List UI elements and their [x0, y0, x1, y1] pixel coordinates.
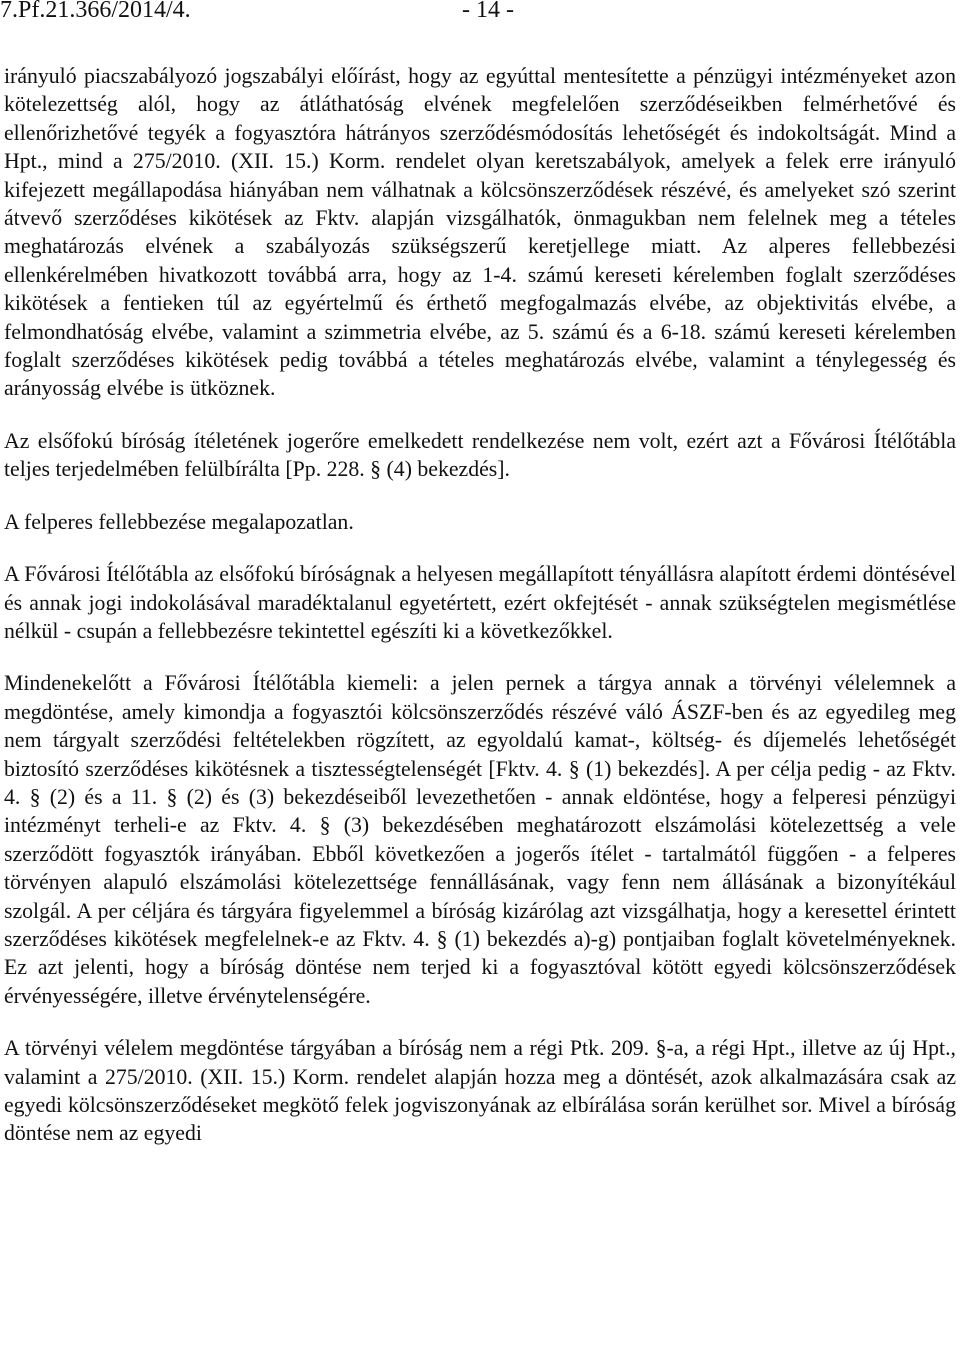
- paragraph-3: A felperes fellebbezése megalapozatlan.: [4, 509, 354, 534]
- paragraph-2: Az elsőfokú bíróság ítéletének jogerőre emelkedett rendelkezése nem volt, ezért azt a Fővárosi Ítélőtábla teljes terjedelmében felülbírálta [Pp. 228. § (4) bekezdés].: [4, 428, 956, 482]
- page-number: - 14 -: [462, 0, 514, 23]
- document-body: [4, 62, 956, 1148]
- page-header: [0, 0, 960, 40]
- paragraph-6: A törvényi vélelem megdöntése tárgyában a bíróság nem a régi Ptk. 209. §-a, a régi Hpt., illetve az új Hpt., valamint a 275/2010. (XII. 15.) Korm. rendelet alapján hozza meg a döntését, azok alkalmazására csak az egyedi kölcsönszerződéseket megkötő felek jogviszonyának az elbírálása során kerülhet sor. Mivel a bíróság döntése nem az egyedi: [4, 1036, 956, 1146]
- case-reference: 7.Pf.21.366/2014/4.: [0, 0, 191, 23]
- paragraph-4: A Fővárosi Ítélőtábla az elsőfokú bíróságnak a helyesen megállapított tényállásra alapított érdemi döntésével és annak jogi indokolásával maradéktalanul egyetértett, ezért okfejtését - annak szükségtelen megismétlése nélkül - csupán a fellebbezésre tekintettel egészíti ki a következőkkel.: [4, 562, 956, 643]
- paragraph-5: Mindenekelőtt a Fővárosi Ítélőtábla kiemeli: a jelen pernek a tárgya annak a törvényi vélelemnek a megdöntése, amely kimondja a fogyasztói kölcsönszerződés részévé váló ÁSZF-ben és az egyedileg meg nem tárgyalt szerződési feltételekben rögzített, az egyoldalú kamat-, költség- és díjemelés lehetőségét biztosító szerződéses kikötésnek a tisztességtelenségét [Fktv. 4. § (1) bekezdés]. A per célja pedig - az Fktv. 4. § (2) és a 11. § (2) és (3) bekezdéseiből levezethetően - annak eldöntése, hogy a felperesi pénzügyi intézményt terheli-e az Fktv. 4. § (3) bekezdésében meghatározott elszámolási kötelezettség a vele szerződött fogyasztók irányában. Ebből következően a jogerős ítélet - tartalmától függően - a felperes törvényen alapuló elszámolási kötelezettsége fennállásának, vagy fenn nem állásának a bizonyítékául szolgál. A per céljára és tárgyára figyelemmel a bíróság kizárólag azt vizsgálhatja, hogy a keresettel érintett szerződéses kikötések megfelelnek-e az Fktv. 4. § (1) bekezdés a)-g) pontjaiban foglalt követelményeknek. Ez azt jelenti, hogy a bíróság döntése nem terjed ki a fogyasztóval kötött egyedi kölcsönszerződések érvényességére, illetve érvénytelenségére.: [4, 671, 956, 1008]
- paragraph-1: irányuló piacszabályozó jogszabályi előírást, hogy az egyúttal mentesítette a pénzügyi intézményeket azon kötelezettség alól, hogy az átláthatóság elvének megfelelően szerződéseikben felmérhetővé és ellenőrizhetővé tegyék a fogyasztóra hátrányos szerződésmódosítás lehetőségét és indokoltságát. Mind a Hpt., mind a 275/2010. (XII. 15.) Korm. rendelet olyan keretszabályok, amelyek a felek erre irányuló kifejezett megállapodása hiányában nem válhatnak a kölcsönszerződések részévé, és amelyeket szó szerint átvevő szerződéses kikötések az Fktv. alapján vizsgálhatók, önmagukban nem felelnek meg a tételes meghatározás elvének a szabályozás szükségszerű keretjellege miatt. Az alperes fellebbezési ellenkérelmében hivatkozott továbbá arra, hogy az 1-4. számú kereseti kérelemben foglalt szerződéses kikötések a fentieken túl az egyértelmű és érthető megfogalmazás elvébe, az objektivitás elvébe, a felmondhatóság elvébe, valamint a szimmetria elvébe, az 5. számú és a 6-18. számú kereseti kérelemben foglalt szerződéses kikötések pedig továbbá a tételes meghatározás elvébe, valamint a ténylegesség és arányosság elvébe is ütköznek.: [4, 64, 956, 401]
